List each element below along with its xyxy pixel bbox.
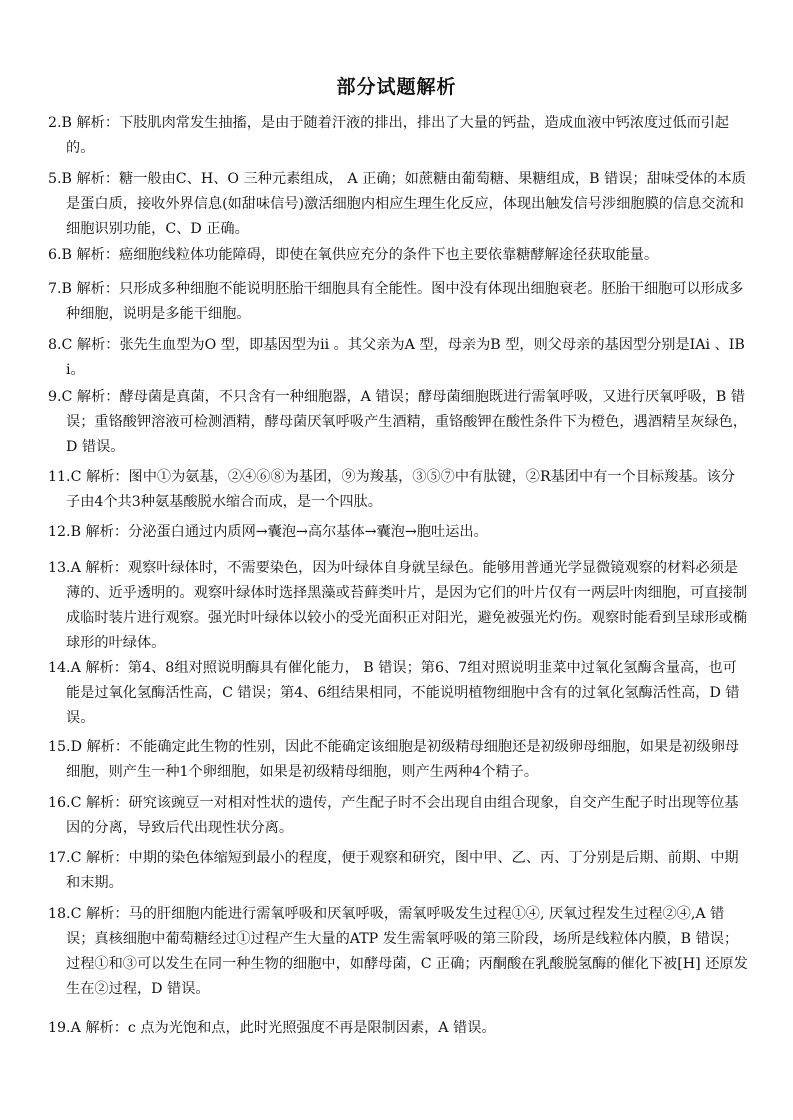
- item-label: 5.B: [48, 171, 72, 187]
- item-text: 解析：第4、8组对照说明酶具有催化能力， B 错误；第6、7组对照说明韭菜中过氧化氢酶含量高，也可能是过氧化氢酶活性高，C 错误；第4、6组结果相同，不能说明植物细胞中含有的过氧化氢酶活性高，D 错误。: [66, 660, 740, 726]
- answer-item-12: [48, 520, 748, 545]
- item-text: 解析：中期的染色体缩短到最小的程度，便于观察和研究，图中甲、乙、丙、丁分别是后期、前期、中期和末期。: [66, 850, 739, 891]
- answer-item-19: [48, 1016, 748, 1041]
- answer-item-18: [48, 902, 748, 1002]
- item-label: 18.C: [48, 906, 82, 922]
- answer-item-11: [48, 465, 748, 515]
- item-text: 解析：下肢肌肉常发生抽搐，是由于随着汗液的排出，排出了大量的钙盐，造成血液中钙浓度过低而引起的。: [66, 115, 730, 156]
- item-text: 解析：不能确定此生物的性别，因此不能确定该细胞是初级精母细胞还是初级卵母细胞，如果是初级卵母细胞，则产生一种1个卵细胞，如果是初级精母细胞，则产生两种4个精子。: [66, 739, 740, 780]
- item-text: 解析：只形成多种细胞不能说明胚胎干细胞具有全能性。图中没有体现出细胞衰老。胚胎干细胞可以形成多种细胞，说明是多能干细胞。: [66, 281, 744, 322]
- item-text: 解析：研究该豌豆一对相对性状的遗传，产生配子时不会出现自由组合现象，自交产生配子时出现等位基因的分离，导致后代出现性状分离。: [66, 795, 739, 836]
- answer-item-2: [48, 111, 748, 161]
- item-label: 13.A: [48, 560, 81, 576]
- item-label: 7.B: [48, 281, 72, 297]
- item-label: 6.B: [48, 247, 72, 263]
- item-label: 14.A: [48, 660, 81, 676]
- answer-item-7: [48, 277, 748, 327]
- answer-item-16: [48, 791, 748, 841]
- item-text: 解析：糖一般由C、H、O 三种元素组成， A 正确；如蔗糖由葡萄糖、果糖组成，B 错误；甜味受体的本质是蛋白质，接收外界信息(如甜味信号)激活细胞内相应生理生化反应，体现出触发信号涉细胞膜的信息交流和细胞识别功能，C、D 正确。: [66, 171, 746, 237]
- item-text: 解析：张先生血型为O 型，即基因型为ii 。其父亲为A 型，母亲为B 型，则父母亲的基因型分别是IAi 、IB i。: [66, 337, 745, 378]
- item-label: 19.A: [48, 1020, 81, 1036]
- item-text: 解析：酵母菌是真菌，不只含有一种细胞器，A 错误；酵母菌细胞既进行需氧呼吸，又进行厌氧呼吸，B 错误；重铬酸钾溶液可检测酒精，酵母菌厌氧呼吸产生酒精，重铬酸钾在酸性条件下为橙色，遇酒精呈灰绿色，D 错误。: [66, 389, 748, 455]
- item-text: 解析：分泌蛋白通过内质网→囊泡→高尔基体→囊泡→胞吐运出。: [85, 524, 488, 540]
- item-label: 15.D: [48, 739, 82, 755]
- answer-item-15: [48, 735, 748, 785]
- page-title: 部分试题解析: [336, 76, 457, 98]
- item-label: 9.C: [48, 389, 73, 405]
- item-text: 解析：癌细胞线粒体功能障碍，即使在氧供应充分的条件下也主要依靠糖酵解途径获取能量。: [76, 247, 659, 263]
- item-label: 12.B: [48, 524, 81, 540]
- answer-item-5: [48, 167, 748, 242]
- item-text: 解析：c 点为光饱和点，此时光照强度不再是限制因素，A 错误。: [85, 1020, 496, 1036]
- answer-item-17: [48, 846, 748, 896]
- item-label: 11.C: [48, 469, 82, 485]
- item-label: 8.C: [48, 337, 73, 353]
- item-text: 解析：马的肝细胞内能进行需氧呼吸和厌氧呼吸，需氧呼吸发生过程①④, 厌氧过程发生过程②④,A 错误；真核细胞中葡萄糖经过①过程产生大量的ATP 发生需氧呼吸的第三阶段，场所是线粒体内膜，B 错误；过程①和③可以发生在同一种生物的细胞中，如酵母菌，C 正确；丙酮酸在乳酸脱氢酶的催化下被[H] 还原发生在②过程，D 错误。: [66, 906, 748, 997]
- answer-item-8: [48, 333, 748, 383]
- item-text: 解析：观察叶绿体时，不需要染色，因为叶绿体自身就呈绿色。能够用普通光学显微镜观察的材料必须是薄的、近乎透明的。观察叶绿体时选择黑藻或苔藓类叶片，是因为它们的叶片仅有一两层叶肉细胞，可直接制成临时装片进行观察。强光时叶绿体以较小的受光面积正对阳光，避免被强光灼伤。观察时能看到呈球形或椭球形的叶绿体。: [66, 560, 748, 651]
- item-label: 17.C: [48, 850, 82, 866]
- item-label: 2.B: [48, 115, 72, 131]
- answer-item-6: [48, 243, 748, 268]
- item-text: 解析：图中①为氨基，②④⑥⑧为基团，⑨为羧基，③⑤⑦中有肽键，②R基团中有一个目标羧基。该分子由4个共3种氨基酸脱水缩合而成，是一个四肽。: [66, 469, 736, 510]
- answer-item-13: [48, 556, 748, 656]
- answer-item-9: [48, 385, 748, 460]
- answer-item-14: [48, 656, 748, 731]
- item-label: 16.C: [48, 795, 82, 811]
